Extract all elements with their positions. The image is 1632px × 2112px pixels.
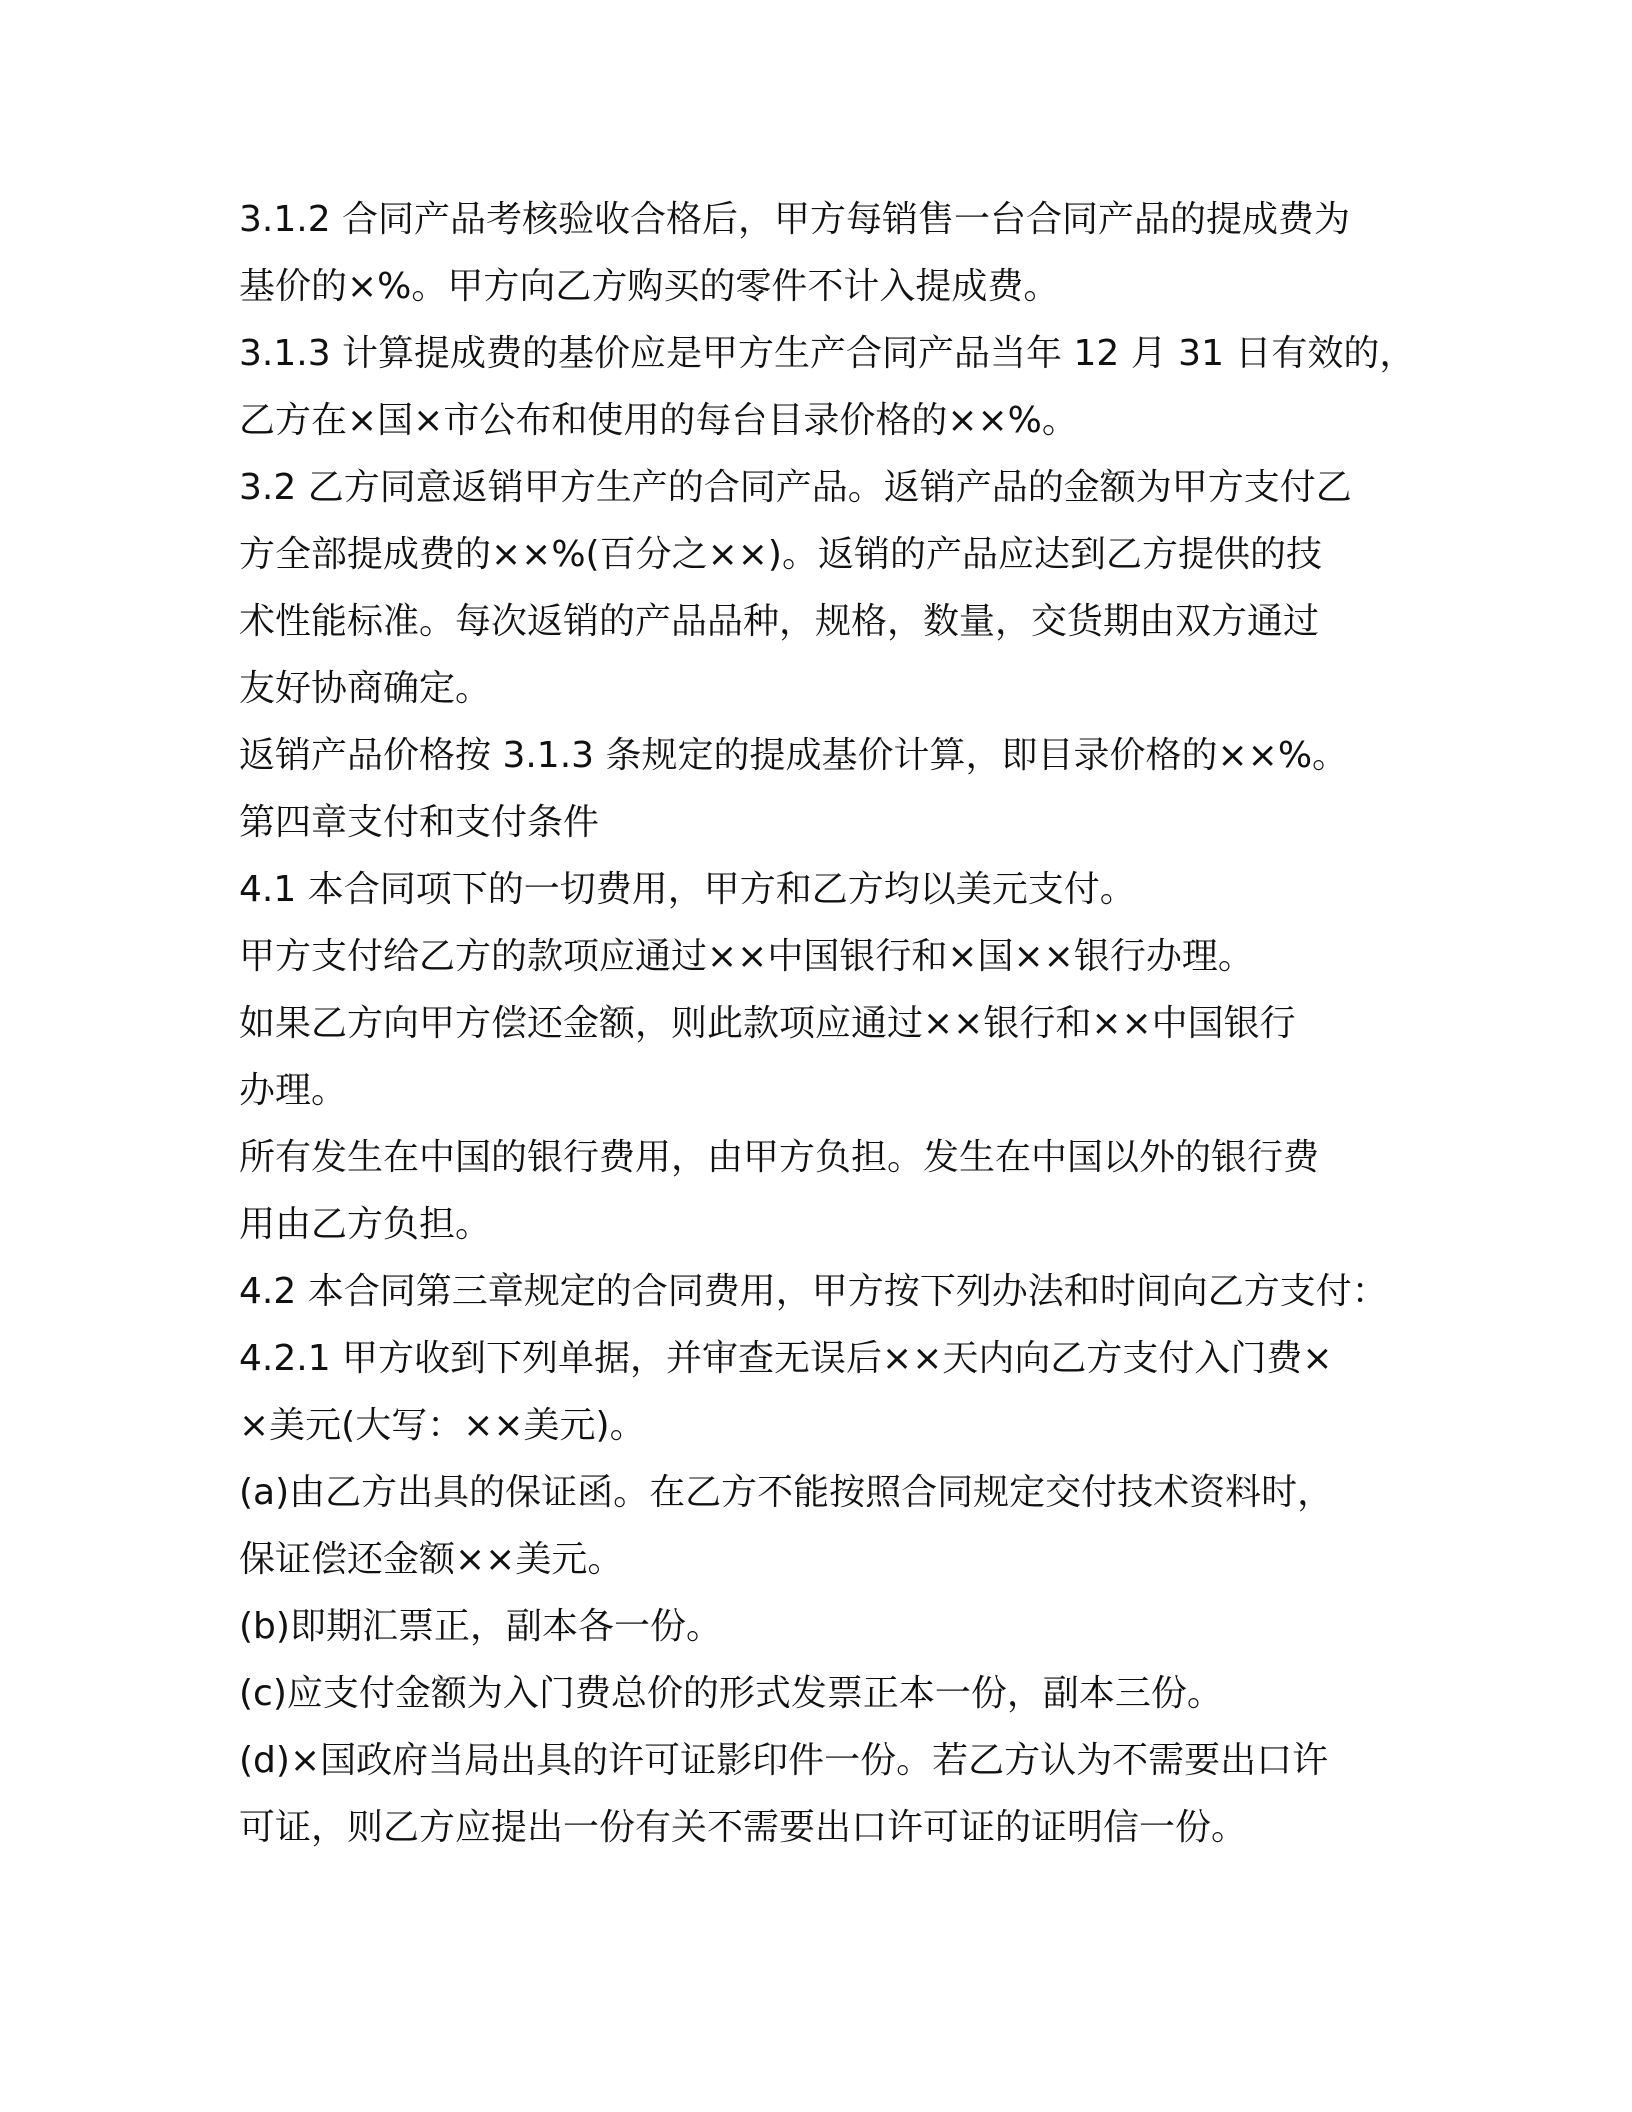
clause-3-2-line-1: 3.2 乙方同意返销甲方生产的合同产品。返销产品的金额为甲方支付乙 (239, 467, 1352, 508)
item-b-line-1: (b)即期汇票正，副本各一份。 (239, 1606, 722, 1647)
clause-3-2-line-2: 方全部提成费的××%(百分之××)。返销的产品应达到乙方提供的技 (239, 534, 1322, 575)
chapter-4-heading: 第四章支付和支付条件 (239, 802, 600, 843)
item-d-line-1: (d)×国政府当局出具的许可证影印件一份。若乙方认为不需要出口许 (239, 1740, 1329, 1781)
payment-bank-paragraph: 甲方支付给乙方的款项应通过××中国银行和×国××银行办理。 (239, 936, 1254, 977)
buyback-price-paragraph: 返销产品价格按 3.1.3 条规定的提成基价计算，即目录价格的××%。 (239, 735, 1349, 776)
bank-fees-paragraph-line-1: 所有发生在中国的银行费用，由甲方负担。发生在中国以外的银行费 (239, 1137, 1320, 1178)
clause-4-1-line-1: 4.1 本合同项下的一切费用，甲方和乙方均以美元支付。 (239, 869, 1136, 910)
clause-3-1-2-line-2: 基价的×%。甲方向乙方购买的零件不计入提成费。 (239, 266, 1060, 307)
clause-3-1-3-line-2: 乙方在×国×市公布和使用的每台目录价格的××%。 (239, 400, 1078, 441)
item-c-line-1: (c)应支付金额为入门费总价的形式发票正本一份，副本三份。 (239, 1673, 1223, 1714)
clause-3-1-3-line-1: 3.1.3 计算提成费的基价应是甲方生产合同产品当年 12 月 31 日有效的， (239, 333, 1416, 374)
clause-3-1-2-line-1: 3.1.2 合同产品考核验收合格后，甲方每销售一台合同产品的提成费为 (239, 199, 1351, 240)
repayment-paragraph-line-2: 办理。 (239, 1070, 348, 1111)
item-a-line-1: (a)由乙方出具的保证函。在乙方不能按照合同规定交付技术资料时， (239, 1472, 1334, 1513)
document-body (239, 186, 1419, 1861)
clause-4-2-1-line-1: 4.2.1 甲方收到下列单据，并审查无误后××天内向乙方支付入门费× (239, 1338, 1333, 1379)
bank-fees-paragraph-line-2: 用由乙方负担。 (239, 1204, 492, 1245)
item-d-line-2: 可证，则乙方应提出一份有关不需要出口许可证的证明信一份。 (239, 1807, 1248, 1848)
clause-4-2-1-line-2: ×美元(大写：××美元)。 (239, 1405, 646, 1446)
clause-3-2-line-4: 友好协商确定。 (239, 668, 492, 709)
clause-4-2-line-1: 4.2 本合同第三章规定的合同费用，甲方按下列办法和时间向乙方支付： (239, 1271, 1388, 1312)
repayment-paragraph-line-1: 如果乙方向甲方偿还金额，则此款项应通过××银行和××中国银行 (239, 1003, 1296, 1044)
item-a-line-2: 保证偿还金额××美元。 (239, 1539, 624, 1580)
clause-3-2-line-3: 术性能标准。每次返销的产品品种，规格，数量，交货期由双方通过 (239, 601, 1320, 642)
